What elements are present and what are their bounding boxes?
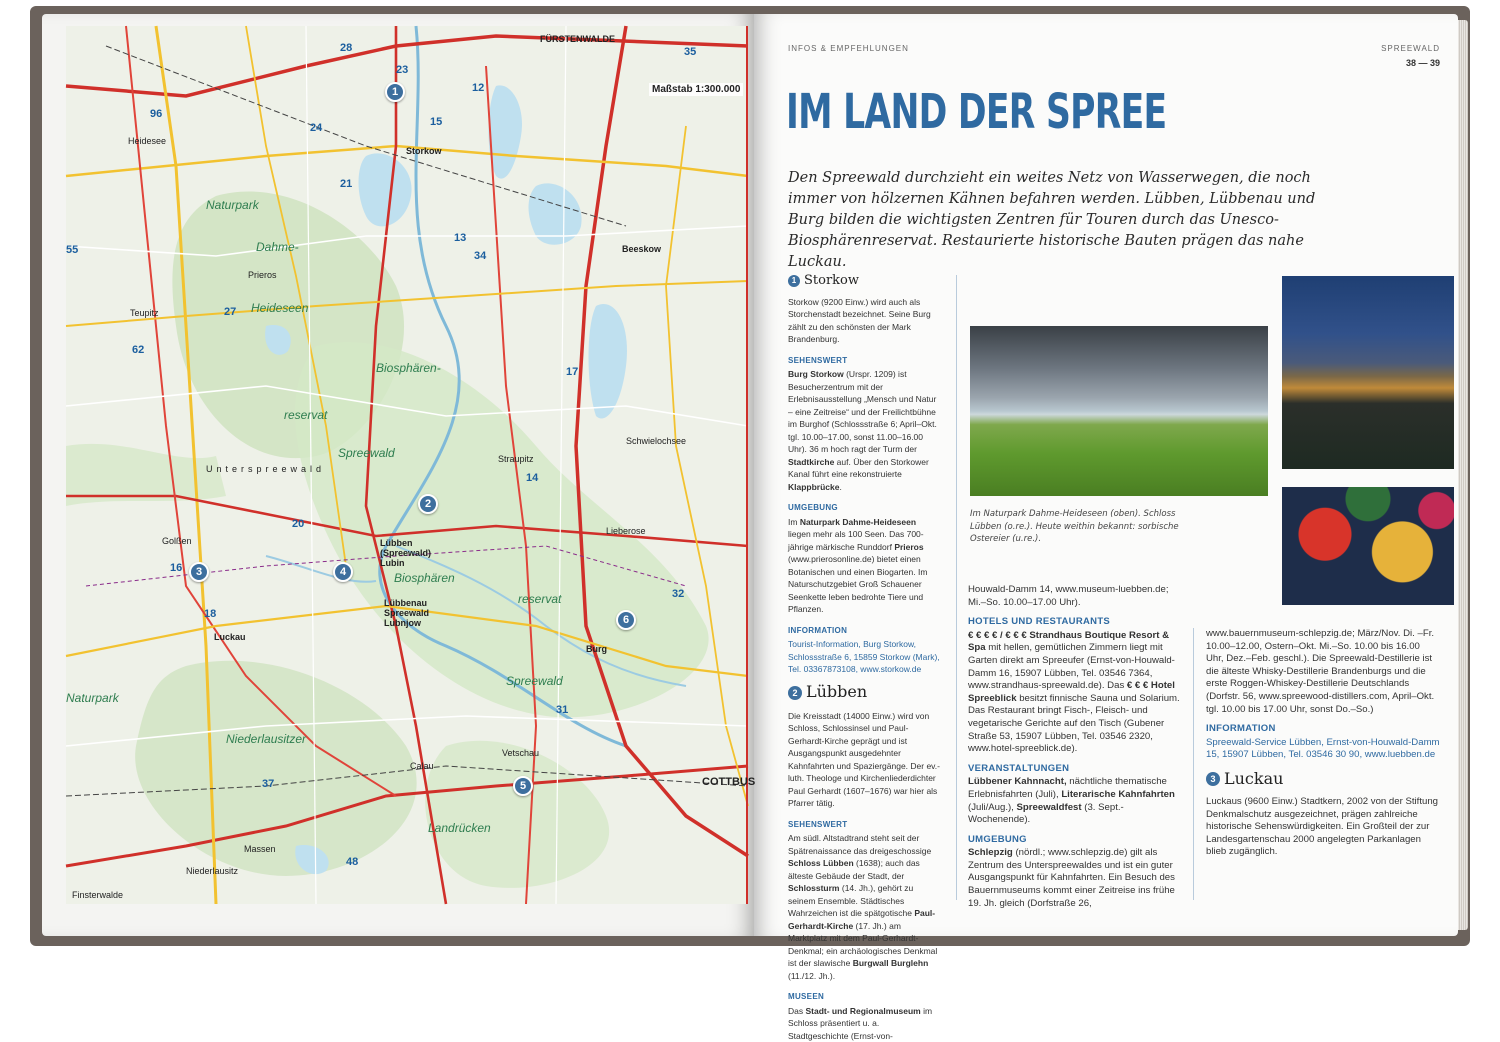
road-number: 21: [340, 178, 352, 190]
map-town-heidesee: Heidesee: [128, 136, 166, 146]
map-marker-2[interactable]: 2: [418, 494, 438, 514]
map-label-reservat-2: reservat: [518, 592, 561, 606]
map-town-lieberose: Lieberose: [606, 526, 646, 536]
map-town-storkow: Storkow: [406, 146, 442, 156]
road-number: 34: [474, 250, 486, 262]
intro-text: Den Spreewald durchzieht ein weites Netz von Wasserwegen, die noch immer von hölzernen Kähnen befahren werden. Lübben, Lübbenau und Burg bilden die wichtigsten Zentren für Touren durch das Unesco-Biosphärenreservat. Restaurierte historische Bauten prägen das nahe Luckau.: [788, 168, 1348, 273]
storkow-sehenswert: Burg Storkow (Urspr. 1209) ist Besucherzentrum mit der Erlebnisausstellung „Mensch und Natur – eine Zeitreise“ und der Freilichtbühne im Burghof (Schlossstraße 6; April–Okt. tgl. 10.00–17.00, sonst 11.00–16.00 Uhr). 36 m hoch ragt der Turm der Stadtkirche auf. Über den Storkower Kanal führt eine rekonstruierte Klappbrücke.: [788, 368, 940, 493]
map-label-landruecken: Landrücken: [428, 821, 491, 835]
page-edges: [1458, 20, 1468, 930]
map-label-biosphaeren-1: Biosphären-: [376, 361, 441, 375]
map-label-naturpark: Naturpark: [206, 198, 259, 212]
page-title: IM LAND DER SPREE: [786, 84, 1166, 140]
map-town-finsterwalde: Finsterwalde: [72, 890, 123, 900]
luebben-sehenswert: Am südl. Altstadtrand steht seit der Spätrenaissance das dreigeschossige Schloss Lübben (1638); auch das älteste Gebäude der Stadt, der Schlossturm (14. Jh.), gehört zu seinem Ensemble. Städtisches Wahrzeichen ist die spätgotische Paul-Gerhardt-Kirche (17. Jh.) am Marktplatz mit dem Paul-Gerhardt-Denkmal; ein archäologisches Denkmal ist der slawische Burgwall Burglehn (11./12. Jh.).: [788, 832, 940, 982]
subheading-umgebung: UMGEBUNG: [968, 834, 1180, 847]
map-town-beeskow: Beeskow: [622, 244, 661, 254]
luebben-museen-cont: Houwald-Damm 14, www.museum-luebben.de; Mi.–So. 10.00–17.00 Uhr).: [968, 584, 1180, 609]
map-scale: Maßstab 1:300.000: [649, 83, 743, 96]
map-marker-6[interactable]: 6: [616, 610, 636, 630]
entry-heading-luebben: [788, 686, 940, 700]
road-number: 16: [170, 562, 182, 574]
map-label-reservat-1: reservat: [284, 408, 327, 422]
page-numbers: 38 — 39: [1330, 58, 1440, 68]
road-number: 28: [340, 42, 352, 54]
road-number: 27: [224, 306, 236, 318]
road-number: 62: [132, 344, 144, 356]
subheading-information: INFORMATION: [788, 625, 940, 638]
road-number: 23: [396, 64, 408, 76]
map-town-vetschau: Vetschau: [502, 748, 539, 758]
subheading-sehenswert: SEHENSWERT: [788, 819, 940, 832]
subheading-information: INFORMATION: [1206, 723, 1440, 736]
spreewald-map: [66, 26, 748, 904]
map-town-straupitz: Straupitz: [498, 454, 534, 464]
map-town-massen: Massen: [244, 844, 276, 854]
map-marker-3[interactable]: 3: [189, 562, 209, 582]
road-number: 20: [292, 518, 304, 530]
luckau-text: Luckaus (9600 Einw.) Stadtkern, 2002 von der Stiftung Denkmalschutz ausgezeichnet, prägen zahlreiche historische Sehenswürdigkeiten. Ein Großteil der zur Landesgartenschau 2000 angelegten Parkanlagen blieb zugänglich.: [1206, 796, 1440, 859]
road-number: 17: [566, 366, 578, 378]
road-number: 24: [310, 122, 322, 134]
map-label-spreewald-1: Spreewald: [338, 446, 395, 460]
map-label-unterspreewald: Unterspreewald: [206, 464, 325, 474]
map-town-luebbenau: Lübbenau Spreewald Lubnjow: [384, 598, 444, 628]
luebben-umgebung-cont: www.bauernmuseum-schlepzig.de; März/Nov. Di. –Fr. 10.00–12.00, Ostern–Okt. Mi.–So. 10.00 bis 16.00 Uhr, Dez.–Feb. geschl.). Die Spreewald-Destillerie ist die älteste Whisky-Destillerie Brandenburgs und die erste Roggen-Whiskey-Destillerie Deutschlands (Dorfstr. 56, www.spreewood-distillers.com, April–Okt. tgl. 10.00 bis 17.00 Uhr, sonst Do.–So.): [1206, 628, 1440, 716]
road-number: 14: [526, 472, 538, 484]
luebben-museen: Das Stadt- und Regionalmuseum im Schloss präsentiert u. a. Stadtgeschichte (Ernst-von-: [788, 1005, 940, 1042]
map-town-calau: Calau: [410, 761, 434, 771]
photo-caption: Im Naturpark Dahme-Heideseen (oben). Schloss Lübben (o.re.). Heute weithin bekannt: sorbische Ostereier (u.re.).: [970, 508, 1185, 546]
map-drawing: [66, 26, 748, 904]
map-town-prieros: Prieros: [248, 270, 277, 280]
road-number: 18: [204, 608, 216, 620]
entry-title: Luckau: [1224, 773, 1283, 786]
road-number: 31: [556, 704, 568, 716]
entry-title: Storkow: [804, 275, 859, 288]
column-divider: [1193, 628, 1194, 900]
map-label-niederlausitzer: Niederlausitzer: [226, 732, 306, 746]
map-town-burg: Burg: [586, 644, 607, 654]
entry-number: 3: [1206, 772, 1220, 786]
road-number: 35: [684, 46, 696, 58]
road-number: 37: [262, 778, 274, 790]
entry-heading-storkow: [788, 275, 940, 288]
photo-naturpark-lake: [970, 326, 1268, 496]
storkow-umgebung: Im Naturpark Dahme-Heideseen liegen mehr als 100 Seen. Das 700-jährige märkische Runddorf Prieros (www.prierosonline.de) bietet einen Botanischen und einen Biogarten. Im Naturschutzgebiet Groß Schauener Seenkette leben bedrohte Tiere und Pflanzen.: [788, 516, 940, 616]
map-town-niederlausitz: Niederlausitz: [186, 866, 238, 876]
map-label-dahme: Dahme-: [256, 240, 299, 254]
map-label-biosphaeren-2: Biosphären: [394, 571, 455, 585]
road-number: 48: [346, 856, 358, 868]
region-label: SPREEWALD: [1330, 44, 1440, 53]
photo-schloss-luebben: [1282, 276, 1454, 469]
storkow-information: Tourist-Information, Burg Storkow, Schlossstraße 6, 15859 Storkow (Mark), Tel. 03367873108, www.storkow.de: [788, 638, 940, 676]
map-marker-4[interactable]: 4: [333, 562, 353, 582]
entry-number: 1: [788, 275, 800, 287]
subheading-museen: MUSEEN: [788, 991, 940, 1004]
column-luckau: [1206, 628, 1440, 859]
storkow-intro: Storkow (9200 Einw.) wird auch als Storchenstadt bezeichnet. Seine Burg zählt zu den schönsten der Mark Brandenburg.: [788, 296, 940, 346]
luebben-information: Spreewald-Service Lübben, Ernst-von-Houwald-Damm 15, 15907 Lübben, Tel. 03546 30 90, www.luebben.de: [1206, 737, 1440, 762]
entry-title: Lübben: [806, 686, 867, 699]
entry-heading-luckau: [1206, 772, 1440, 786]
map-label-heideseen: Heideseen: [251, 301, 308, 315]
photo-sorbian-easter-eggs: [1282, 487, 1454, 605]
luebben-events: Lübbener Kahnnacht, nächtliche thematische Erlebnisfahrten (Juli), Literarische Kahnfahrten (Juli/Aug.), Spreewaldfest (3. Sept.-Wochenende).: [968, 776, 1180, 826]
subheading-veranstaltungen: VERANSTALTUNGEN: [968, 763, 1180, 776]
map-town-luebben: Lübben (Spreewald) Lubin: [380, 538, 440, 568]
luebben-umgebung: Schlepzig (nördl.; www.schlepzig.de) gilt als Zentrum des Unterspreewaldes und ist ein guter Ausgangspunkt für Kahnfahrten. Ein Besuch des Bauernmuseums kommt einer Zeitreise ins frühe 19. Jh. gleich (Dorfstraße 26,: [968, 847, 1180, 910]
road-number: 12: [472, 82, 484, 94]
column-divider: [956, 275, 957, 900]
map-town-cottbus: COTTBUS: [702, 776, 755, 788]
road-number: 32: [672, 588, 684, 600]
subheading-umgebung: UMGEBUNG: [788, 502, 940, 515]
map-marker-1[interactable]: 1: [385, 82, 405, 102]
map-town-fuerstenwalde: FÜRSTENWALDE: [540, 34, 615, 44]
map-town-schwielochsee: Schwielochsee: [626, 436, 686, 446]
column-luebben-cont: [968, 584, 1180, 910]
map-town-luckau: Luckau: [214, 632, 246, 642]
map-town-teupitz: Teupitz: [130, 308, 159, 318]
road-number: 55: [66, 244, 78, 256]
subheading-sehenswert: SEHENSWERT: [788, 355, 940, 368]
luebben-hotels: € € € € / € € € Strandhaus Boutique Resort & Spa mit hellen, gemütlichen Zimmern liegt mit Garten direkt am Spreeufer (Ernst-von-Houwald-Damm 16, 15907 Lübben, Tel. 03546 7364, www.strandhaus-spreewald.de). Das € € € Hotel Spreeblick besitzt finnische Sauna und Solarium. Das Restaurant bringt Fisch-, Fleisch- und vegetarische Gerichte auf den Tisch (Gubener Straße 53, 15907 Lübben, Tel. 03546 2320, www.hotel-spreeblick.de).: [968, 630, 1180, 756]
map-marker-5[interactable]: 5: [513, 776, 533, 796]
luebben-intro: Die Kreisstadt (14000 Einw.) wird von Schloss, Schlossinsel und Paul-Gerhardt-Kirche geprägt und ist Ausgangspunkt ausgedehnter Kahnfahrten und Spaziergänge. Der ev.-luth. Theologe und Kirchenliederdichter Paul Gerhardt (1607–1676) war hier als Pfarrer tätig.: [788, 710, 940, 810]
section-tag: INFOS & EMPFEHLUNGEN: [788, 44, 909, 53]
map-label-naturpark-2: Naturpark: [66, 691, 119, 705]
map-label-spreewald-2: Spreewald: [506, 674, 563, 688]
column-storkow: [788, 275, 940, 1042]
road-number: 15: [430, 116, 442, 128]
subheading-hotels: HOTELS UND RESTAURANTS: [968, 616, 1180, 629]
entry-number: 2: [788, 686, 802, 700]
map-town-golssen: Golßen: [162, 536, 192, 546]
road-number: 13: [454, 232, 466, 244]
road-number: 96: [150, 108, 162, 120]
